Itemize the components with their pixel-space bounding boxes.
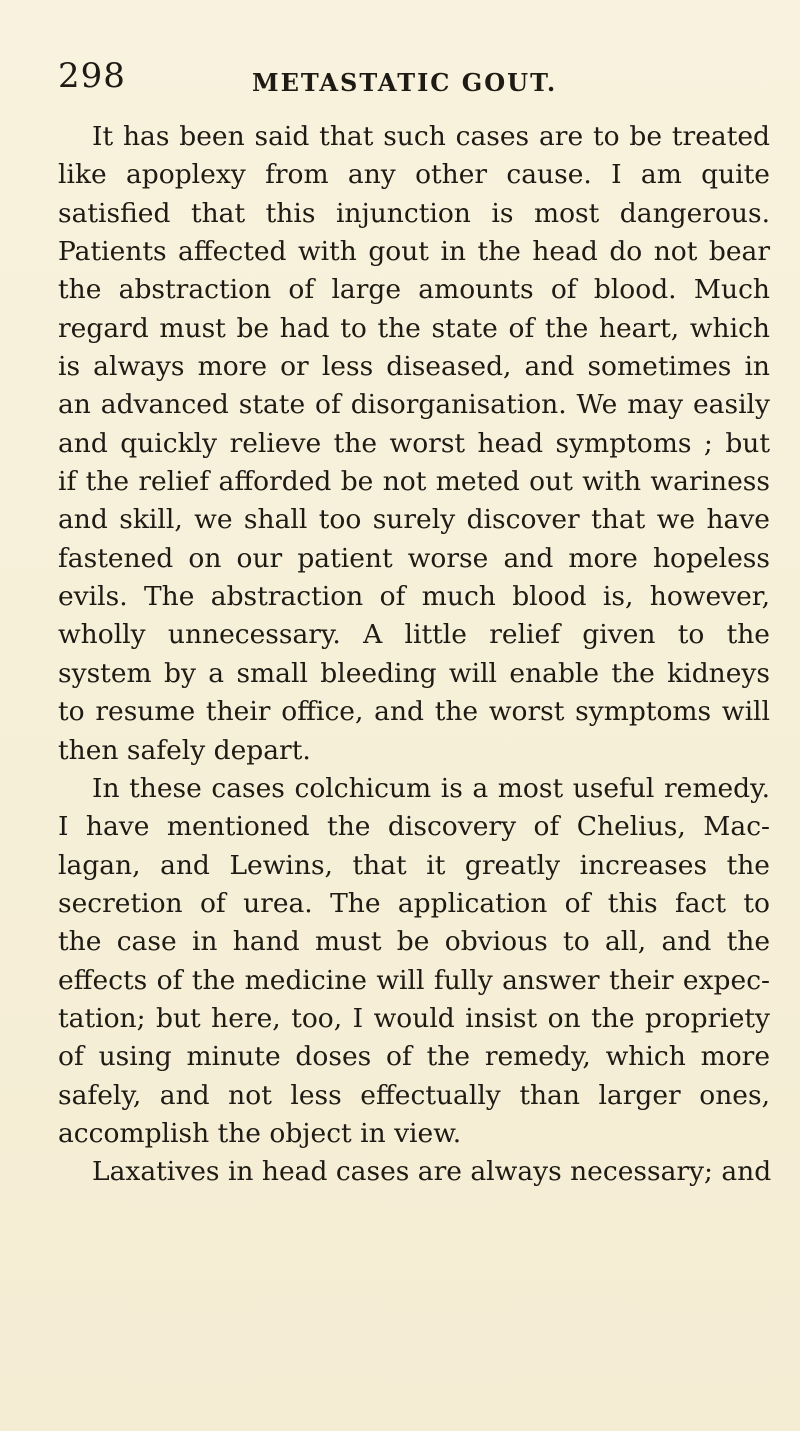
text-line: Patients affected with gout in the head do not bear <box>58 236 770 268</box>
text-line: In these cases colchicum is a most useful remedy. <box>92 772 770 804</box>
text-line: safely, and not less effectually than larger ones, <box>58 1079 770 1111</box>
page-header <box>0 56 800 106</box>
text-line: Laxatives in head cases are always necessary; and <box>92 1156 772 1188</box>
text-line: accomplish the object in view. <box>58 1117 462 1149</box>
text-line: to resume their office, and the worst symptoms will <box>58 696 770 728</box>
page-number: 298 <box>58 56 126 96</box>
text-line: the abstraction of large amounts of blood. Much <box>58 274 770 306</box>
text-line: I have mentioned the discovery of Chelius, Mac- <box>58 811 770 843</box>
running-title: METASTATIC GOUT. <box>252 68 558 97</box>
text-line: then safely depart. <box>58 734 311 766</box>
text-line: and skill, we shall too surely discover that we have <box>58 504 770 536</box>
text-line: secretion of urea. The application of this fact to <box>58 887 770 919</box>
text-line: evils. The abstraction of much blood is, however, <box>58 581 770 613</box>
text-line: like apoplexy from any other cause. I am quite <box>58 159 770 191</box>
text-line: and quickly relieve the worst head symptoms ; but <box>58 427 770 459</box>
text-line: an advanced state of disorganisation. We may easily <box>58 389 770 421</box>
text-line: effects of the medicine will fully answer their expec- <box>58 964 770 996</box>
text-line: if the relief afforded be not meted out with wariness <box>58 466 770 498</box>
text-line: tation; but here, too, I would insist on the propriety <box>58 1002 770 1034</box>
text-line: is always more or less diseased, and sometimes in <box>58 351 770 383</box>
text-line: the case in hand must be obvious to all, and the <box>58 926 770 958</box>
text-line: lagan, and Lewins, that it greatly increases the <box>58 849 770 881</box>
text-line: regard must be had to the state of the heart, which <box>58 312 770 344</box>
text-line: system by a small bleeding will enable the kidneys <box>58 657 770 689</box>
text-line: satisfied that this injunction is most dangerous. <box>58 197 770 229</box>
text-line: wholly unnecessary. A little relief given to the <box>58 619 770 651</box>
text-line: It has been said that such cases are to be treated <box>92 121 770 152</box>
body-text <box>58 118 770 1192</box>
text-line: fastened on our patient worse and more hopeless <box>58 542 770 574</box>
text-line: of using minute doses of the remedy, which more <box>58 1041 770 1073</box>
